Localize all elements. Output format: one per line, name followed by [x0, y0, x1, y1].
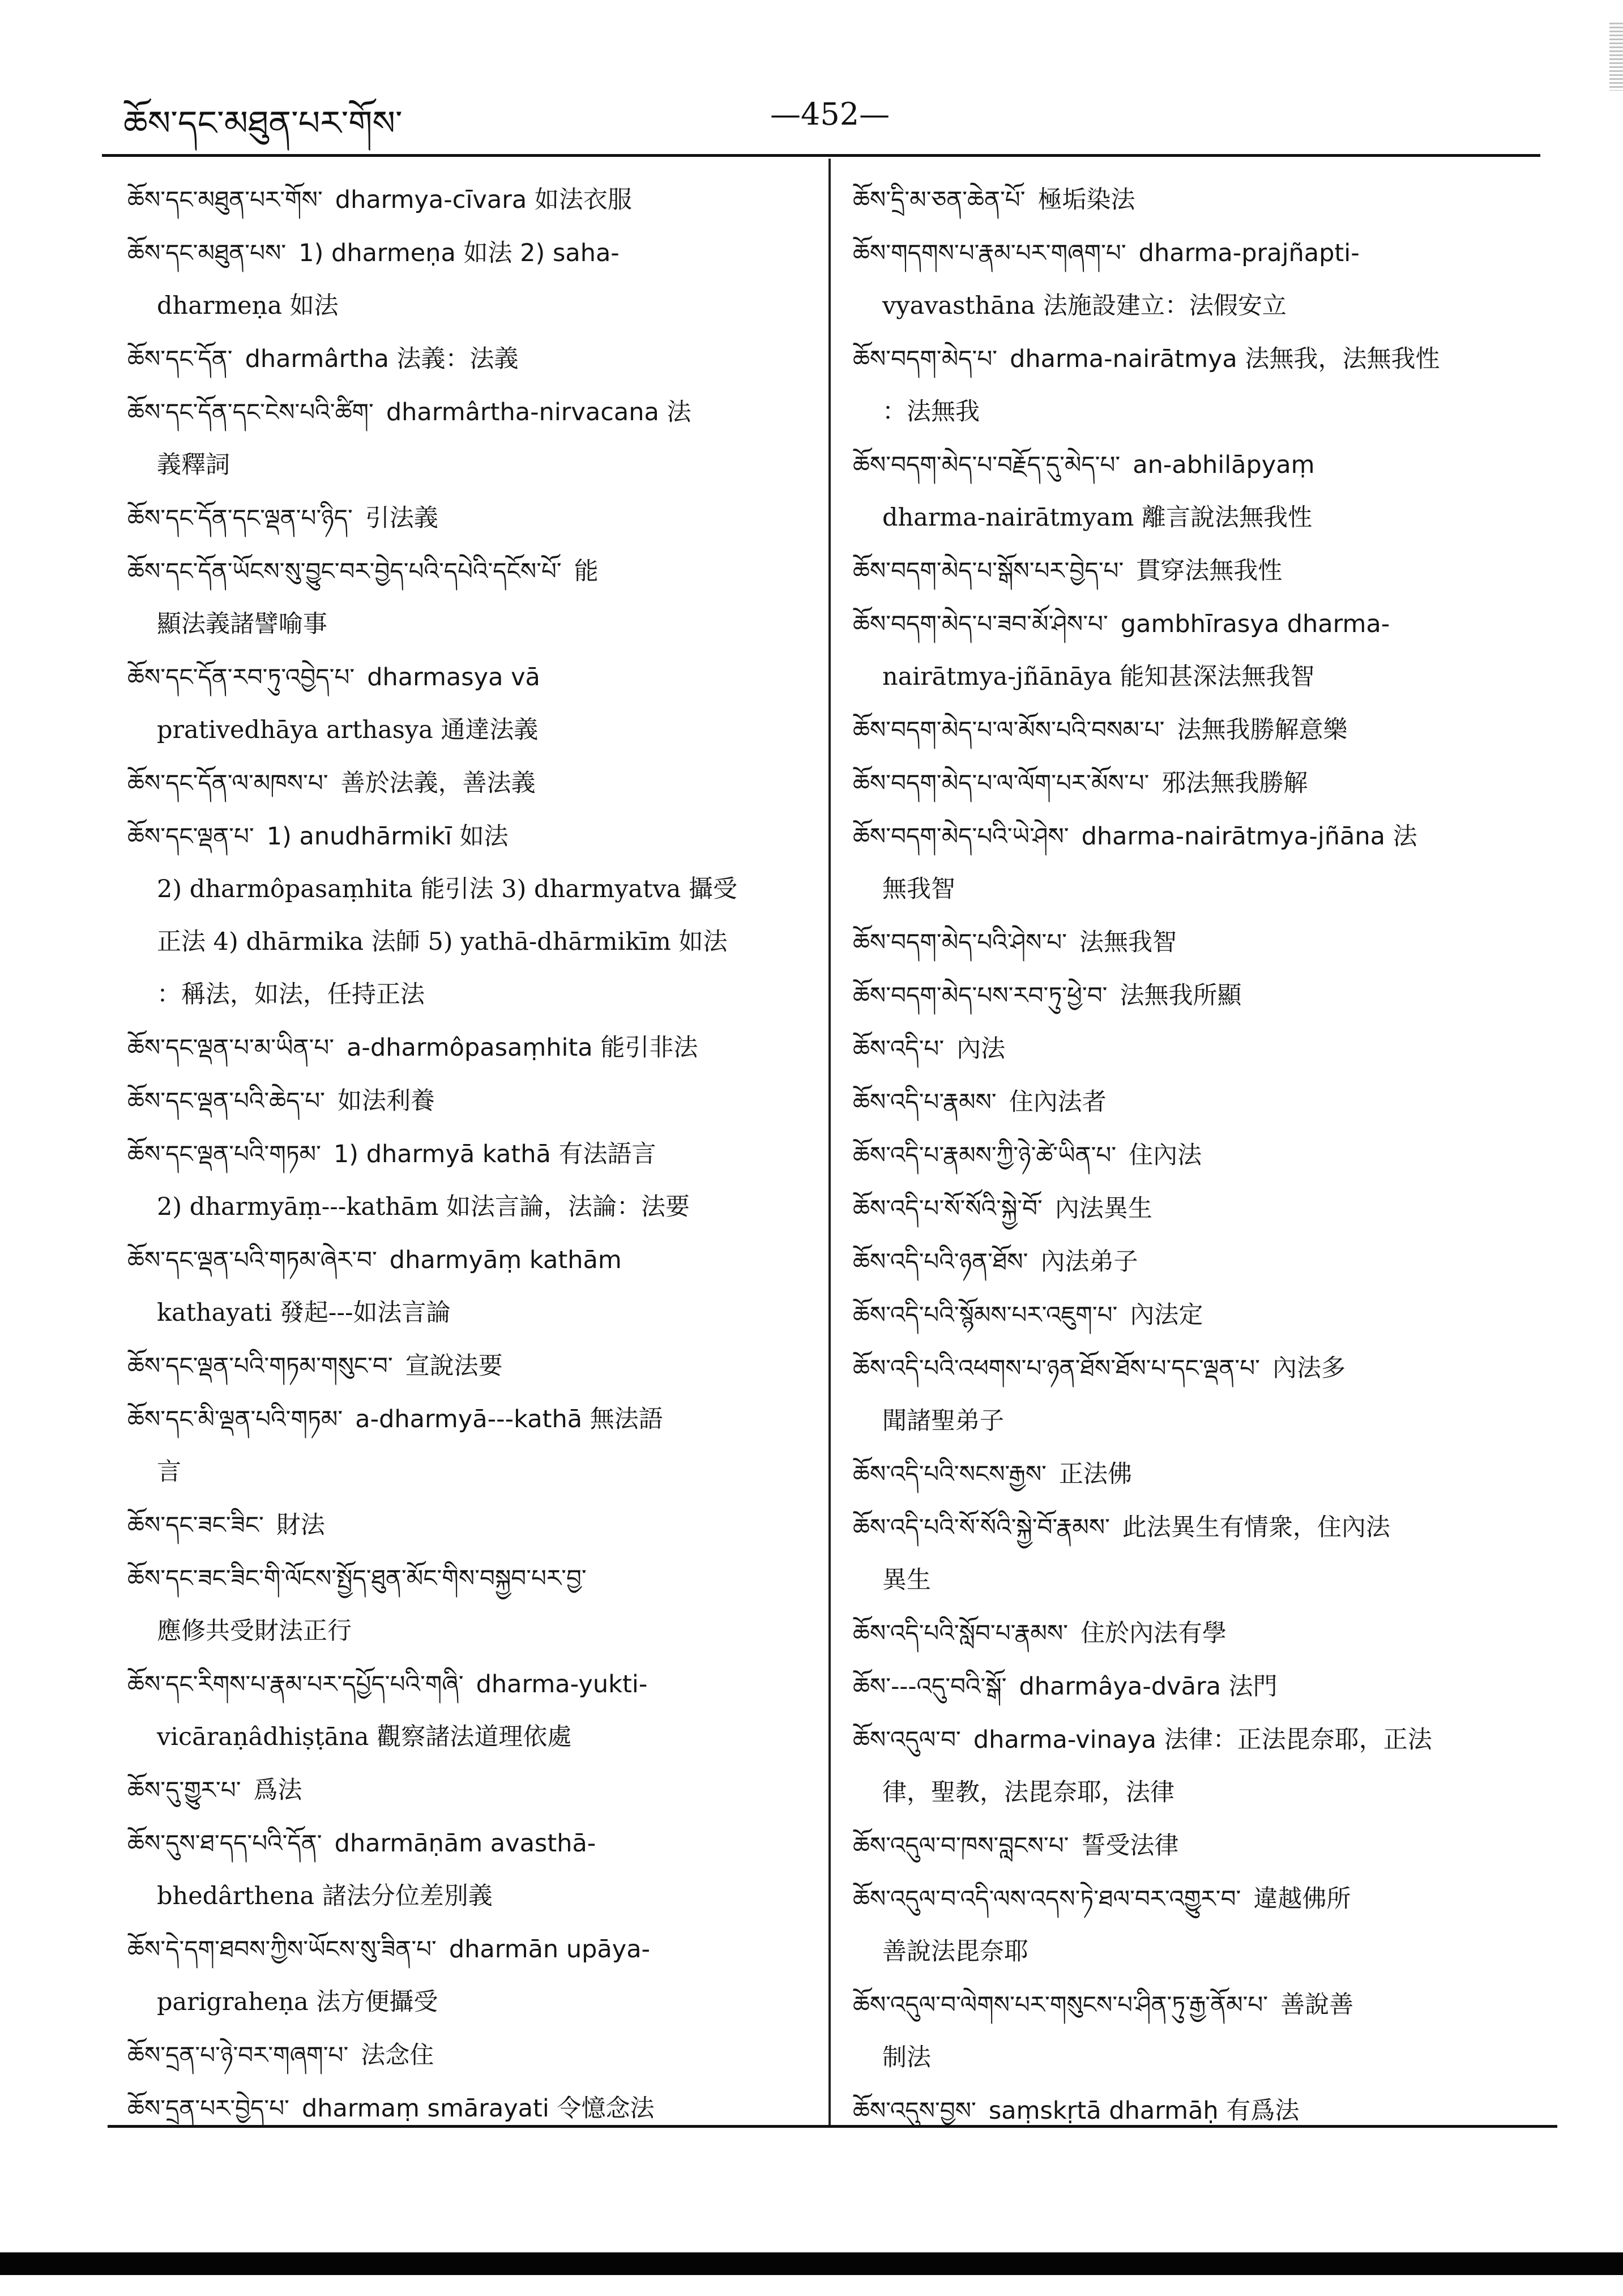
tibetan-headword: ཆོས་འདུལ་བ་ཁས་བླངས་པ་ [853, 1832, 1069, 1859]
entry-gloss: 邪法無我勝解 [1161, 769, 1308, 797]
dictionary-entry [127, 1339, 813, 1393]
tibetan-headword: ཆོས་བདག་མེད་པ་སྒོས་པར་བྱེད་པ་ [853, 557, 1124, 584]
dictionary-entry [853, 438, 1538, 544]
entry-gloss: saṃskṛtā dharmāḥ 有爲法 [988, 2097, 1300, 2125]
entry-continuation: dharma-nairātmyam 離言說法無我性 [882, 503, 1313, 532]
dictionary-entry [853, 1342, 1538, 1448]
dictionary-entry [853, 2084, 1538, 2137]
entry-gloss: 能 [574, 557, 599, 586]
entry-continuation: 應修共受財法正行 [157, 1617, 352, 1645]
dictionary-entry [853, 332, 1538, 438]
tibetan-headword: ཆོས་དང་དོན་དང་ལྡན་པ་ཉིད་ [127, 504, 353, 532]
dictionary-entry [127, 1552, 813, 1658]
dictionary-entry [127, 1128, 813, 1234]
dictionary-entry [127, 1021, 813, 1074]
tibetan-headword: ཆོས་བདག་མེད་པ་ [853, 345, 998, 373]
entry-gloss: dharmya-cīvara 如法衣服 [335, 186, 632, 214]
entry-continuation: bhedârthena 諸法分位差別義 [157, 1882, 493, 1910]
dictionary-entry [853, 1022, 1538, 1076]
entry-gloss: dharmāṇām avasthā- [334, 1829, 596, 1858]
entry-gloss: dharma-nairātmya-jñāna 法 [1081, 822, 1417, 851]
entry-gloss: 內法定 [1130, 1301, 1203, 1329]
dictionary-entry [853, 703, 1538, 757]
entry-continuation: 2) dharmôpasaṃhita 能引法 3) dharmyatva 攝受 [157, 875, 738, 903]
dictionary-entry [853, 969, 1538, 1022]
tibetan-headword: ཆོས་དང་ལྡན་པ་ [127, 822, 254, 850]
tibetan-headword: ཆོས་བདག་མེད་པའི་ཡེ་ཤེས་ [853, 822, 1069, 850]
entry-gloss: 如法利養 [337, 1087, 435, 1115]
entry-gloss: 善於法義，善法義 [340, 769, 536, 797]
entry-gloss: dharma-nairātmya 法無我，法無我性 [1010, 345, 1440, 373]
tibetan-headword: ཆོས་འདུལ་བ་ལེགས་པར་གསུངས་པ་ཤིན་ཏུ་རྒྱ་ནོམ་པ་ [853, 1991, 1268, 2018]
entry-gloss: 此法異生有情衆，住內法 [1122, 1513, 1390, 1542]
tibetan-headword: ཆོས་---འདུ་བའི་སྒོ་ [853, 1672, 1007, 1700]
tibetan-headword: ཆོས་དུས་ཐ་དད་པའི་དོན་ [127, 1829, 322, 1857]
entry-continuation: 律，聖教，法毘奈耶，法律 [882, 1778, 1174, 1807]
entry-gloss: 法無我所顯 [1120, 981, 1242, 1010]
dictionary-entry [127, 227, 813, 332]
entry-gloss: 爲法 [253, 1776, 302, 1804]
dictionary-entry [853, 227, 1538, 332]
dictionary-entry [853, 757, 1538, 810]
entry-continuation: prativedhāya arthasya 通達法義 [157, 716, 539, 744]
entry-gloss: 貫穿法無我性 [1136, 557, 1283, 585]
tibetan-headword: ཆོས་དང་ལྡན་པའི་གཏམ་ཞེར་བ་ [127, 1246, 377, 1274]
dictionary-entry [853, 1607, 1538, 1660]
tibetan-headword: ཆོས་དྲན་པར་བྱེད་པ་ [127, 2094, 289, 2122]
entry-continuation: 聞諸聖弟子 [882, 1407, 1004, 1435]
entry-continuation: 義釋詞 [157, 451, 230, 479]
entry-gloss: 法無我智 [1079, 928, 1177, 957]
dictionary-entry [127, 332, 813, 386]
entry-continuation: 制法 [882, 2043, 931, 2072]
dictionary-entry [853, 1076, 1538, 1129]
dictionary-entry [853, 1978, 1538, 2084]
tibetan-headword: ཆོས་བདག་མེད་པ་ཟབ་མོ་ཤེས་པ་ [853, 610, 1108, 638]
dictionary-entry [127, 1658, 813, 1764]
tibetan-headword: ཆོས་དང་ལྡན་པའི་གཏམ་ [127, 1140, 321, 1168]
dictionary-entry [853, 1872, 1538, 1978]
tibetan-headword: ཆོས་བདག་མེད་པ་ལ་མོས་པའི་བསམ་པ་ [853, 716, 1165, 744]
tibetan-headword: ཆོས་འདུལ་བ་འདི་ལས་འདས་ཏེ་ཐལ་བར་འགྱུར་བ་ [853, 1885, 1241, 1913]
dictionary-entry [853, 1713, 1538, 1819]
dictionary-entry [853, 544, 1538, 598]
entry-continuation: kathayati 發起---如法言論 [157, 1299, 451, 1327]
tibetan-headword: ཆོས་དང་དོན་རབ་ཏུ་འབྱེད་པ་ [127, 663, 355, 691]
tibetan-headword: ཆོས་དང་ཟང་ཟིང་གི་ལོངས་སྤྱོད་ཐུན་མོང་གིས་བསྐྱབ་པར་བྱ་ [127, 1564, 587, 1592]
dictionary-entry [127, 1234, 813, 1339]
tibetan-headword: ཆོས་འདི་པའི་སངས་རྒྱས་ [853, 1460, 1047, 1488]
entry-continuation: nairātmya-jñānāya 能知甚深法無我智 [882, 663, 1315, 691]
dictionary-entry [127, 651, 813, 757]
scan-edge-band [0, 2252, 1623, 2275]
entry-gloss: 內法弟子 [1040, 1248, 1138, 1276]
entry-gloss: 1) anudhārmikī 如法 [266, 822, 509, 851]
entry-gloss: an-abhilāpyaṃ [1133, 451, 1315, 479]
right-column [853, 173, 1538, 2137]
entry-gloss: dharmān upāya- [449, 1935, 651, 1964]
entry-gloss: dharma-prajñapti- [1138, 239, 1360, 267]
header-rule [102, 154, 1540, 157]
dictionary-entry [853, 1501, 1538, 1607]
dictionary-entry [127, 492, 813, 545]
left-column [127, 173, 813, 2135]
tibetan-headword: ཆོས་དྲི་མ་ཅན་ཆེན་པོ་ [853, 186, 1026, 214]
tibetan-headword: ཆོས་འདི་པའི་ཉན་ཐོས་ [853, 1248, 1028, 1275]
tibetan-headword: ཆོས་དང་ཟང་ཟིང་ [127, 1511, 264, 1539]
entry-gloss: 1) dharmyā kathā 有法語言 [333, 1140, 656, 1168]
tibetan-headword: ཆོས་བདག་མེད་པའི་ཤེས་པ་ [853, 928, 1067, 956]
tibetan-headword: ཆོས་འདི་པའི་སོ་སོའི་སྐྱེ་བོ་རྣམས་ [853, 1513, 1110, 1541]
entry-continuation: 正法 4) dhārmika 法師 5) yathā-dhārmikīm 如法 [157, 928, 728, 956]
dictionary-entry [853, 1235, 1538, 1288]
tibetan-headword: ཆོས་དང་རིགས་པ་རྣམ་པར་དཔྱོད་པའི་གཞི་ [127, 1670, 464, 1698]
entry-gloss: 財法 [276, 1511, 325, 1539]
entry-continuation: vicāraṇâdhiṣṭāna 觀察諸法道理依處 [157, 1723, 572, 1751]
dictionary-entry [127, 545, 813, 651]
entry-continuation: 異生 [882, 1566, 931, 1594]
entry-gloss: dharmârtha-nirvacana 法 [386, 398, 691, 426]
entry-gloss: 宣說法要 [405, 1352, 503, 1380]
tibetan-headword: ཆོས་དང་དོན་ཡོངས་སུ་བྱུང་བར་བྱེད་པའི་དཔེའི་དངོས་པོ་ [127, 557, 562, 585]
entry-continuation: ：法無我 [882, 398, 980, 426]
entry-gloss: gambhīrasya dharma- [1120, 610, 1390, 638]
dictionary-entry [853, 1182, 1538, 1235]
entry-continuation: vyavasthāna 法施設建立：法假安立 [882, 292, 1287, 320]
tibetan-headword: ཆོས་དང་ལྡན་པ་མ་ཡིན་པ་ [127, 1034, 335, 1061]
dictionary-entry [853, 810, 1538, 916]
entry-gloss: 正法佛 [1059, 1460, 1133, 1488]
tibetan-headword: ཆོས་དུ་གྱུར་པ་ [127, 1776, 241, 1804]
tibetan-headword: ཆོས་དང་དོན་ [127, 345, 233, 373]
tibetan-headword: ཆོས་འདི་པ་རྣམས་ཀྱི་ཉེ་ཚེ་ཡིན་པ་ [853, 1141, 1117, 1169]
page-number: —452— [770, 96, 890, 132]
dictionary-entry [127, 1393, 813, 1499]
tibetan-headword: ཆོས་བདག་མེད་པ་ལ་ལོག་པར་མོས་པ་ [853, 769, 1150, 797]
tibetan-headword: ཆོས་གདགས་པ་རྣམ་པར་གཞག་པ་ [853, 239, 1126, 267]
running-head: ཆོས་དང་མཐུན་པར་གོས་ [123, 104, 403, 143]
column-divider [828, 159, 831, 2127]
entry-gloss: dharmaṃ smārayati 令憶念法 [301, 2094, 655, 2123]
tibetan-headword: ཆོས་འདུལ་བ་ [853, 1726, 961, 1753]
entry-continuation: ：稱法，如法，任持正法 [157, 980, 425, 1009]
entry-gloss: 法念住 [361, 2041, 434, 2069]
tibetan-headword: ཆོས་དེ་དག་ཐབས་ཀྱིས་ཡོངས་སུ་ཟིན་པ་ [127, 1935, 437, 1963]
dictionary-entry [127, 810, 813, 1021]
entry-gloss: a-dharmyā---kathā 無法語 [355, 1405, 663, 1433]
dictionary-entry [853, 1448, 1538, 1501]
entry-continuation: parigraheṇa 法方便攝受 [157, 1988, 438, 2016]
entry-gloss: 住內法 [1129, 1141, 1202, 1170]
entry-continuation: 顯法義諸譬喻事 [157, 610, 327, 638]
entry-continuation: 2) dharmyāṃ---kathām 如法言論，法論：法要 [157, 1193, 690, 1221]
dictionary-entry [127, 757, 813, 810]
dictionary-entry [127, 1817, 813, 1923]
tibetan-headword: ཆོས་འདི་པ་སོ་སོའི་སྐྱེ་བོ་ [853, 1194, 1043, 1222]
dictionary-entry [127, 1764, 813, 1817]
tibetan-headword: ཆོས་དང་མཐུན་པར་གོས་ [127, 186, 323, 214]
entry-gloss: 極垢染法 [1037, 186, 1135, 214]
entry-gloss: 誓受法律 [1081, 1832, 1179, 1860]
entry-gloss: dharmârtha 法義：法義 [245, 345, 519, 373]
entry-gloss: dharmâya-dvāra 法門 [1019, 1672, 1278, 1701]
entry-continuation: 言 [157, 1458, 181, 1486]
tibetan-headword: ཆོས་བདག་མེད་པས་རབ་ཏུ་ཕྱེ་བ་ [853, 981, 1108, 1009]
dictionary-entry [853, 1288, 1538, 1342]
entry-gloss: 善說善 [1280, 1991, 1354, 2019]
entry-gloss: 引法義 [365, 504, 438, 532]
tibetan-headword: ཆོས་དང་དོན་དང་ངེས་པའི་ཚིག་ [127, 398, 374, 426]
tibetan-headword: ཆོས་དང་ལྡན་པའི་ཆེད་པ་ [127, 1087, 325, 1115]
tibetan-headword: ཆོས་འདི་པ་ [853, 1035, 945, 1062]
entry-gloss: 內法異生 [1054, 1194, 1152, 1223]
entry-gloss: 1) dharmeṇa 如法 2) saha- [298, 239, 620, 267]
dictionary-entry [127, 1499, 813, 1552]
dictionary-entry [853, 916, 1538, 969]
entry-gloss: dharmyāṃ kathām [389, 1246, 622, 1274]
entry-continuation: 無我智 [882, 875, 955, 903]
tibetan-headword: ཆོས་དང་མཐུན་པས་ [127, 239, 287, 267]
tibetan-headword: ཆོས་དང་དོན་ལ་མཁས་པ་ [127, 769, 328, 797]
tibetan-headword: ཆོས་དང་མི་ལྡན་པའི་གཏམ་ [127, 1405, 343, 1433]
tibetan-headword: ཆོས་འདུས་བྱས་ [853, 2097, 976, 2124]
dictionary-entry [853, 598, 1538, 703]
dictionary-entry [127, 386, 813, 492]
dictionary-entry [127, 2029, 813, 2082]
entry-gloss: a-dharmôpasaṃhita 能引非法 [347, 1034, 698, 1062]
dictionary-entry [853, 1129, 1538, 1182]
dictionary-entry [127, 173, 813, 227]
entry-gloss: 住於內法有學 [1080, 1619, 1227, 1648]
footer-rule [108, 2125, 1557, 2128]
entry-gloss: 內法多 [1272, 1354, 1346, 1382]
tibetan-headword: ཆོས་འདི་པའི་འཕགས་པ་ཉན་ཐོས་ཐོས་པ་དང་ལྡན་པ་ [853, 1354, 1260, 1382]
entry-continuation: dharmeṇa 如法 [157, 292, 339, 320]
tibetan-headword: ཆོས་འདི་པའི་སློབ་པ་རྣམས་ [853, 1619, 1069, 1647]
tibetan-headword: ཆོས་དང་ལྡན་པའི་གཏམ་གསུང་བ་ [127, 1352, 393, 1380]
dictionary-entry [127, 1923, 813, 2029]
entry-gloss: 違越佛所 [1253, 1885, 1351, 1913]
tibetan-headword: ཆོས་བདག་མེད་པ་བརྗོད་དུ་མེད་པ་ [853, 451, 1121, 479]
entry-gloss: dharma-yukti- [476, 1670, 648, 1698]
dictionary-entry [853, 1660, 1538, 1713]
scan-corner-mark [1609, 23, 1623, 91]
entry-gloss: dharmasya vā [367, 663, 540, 692]
entry-gloss: dharma-vinaya 法律：正法毘奈耶，正法 [973, 1726, 1432, 1754]
entry-gloss: 內法 [956, 1035, 1006, 1063]
tibetan-headword: ཆོས་འདི་པའི་སྙོམས་པར་འཇུག་པ་ [853, 1301, 1118, 1329]
tibetan-headword: ཆོས་དྲན་པ་ཉེ་བར་གཞག་པ་ [127, 2041, 349, 2069]
dictionary-entry [127, 1074, 813, 1128]
dictionary-entry [853, 173, 1538, 227]
dictionary-entry [853, 1819, 1538, 1872]
entry-gloss: 住內法者 [1009, 1088, 1107, 1116]
entry-gloss: 法無我勝解意樂 [1177, 716, 1348, 744]
tibetan-headword: ཆོས་འདི་པ་རྣམས་ [853, 1088, 997, 1116]
entry-continuation: 善說法毘奈耶 [882, 1937, 1028, 1966]
